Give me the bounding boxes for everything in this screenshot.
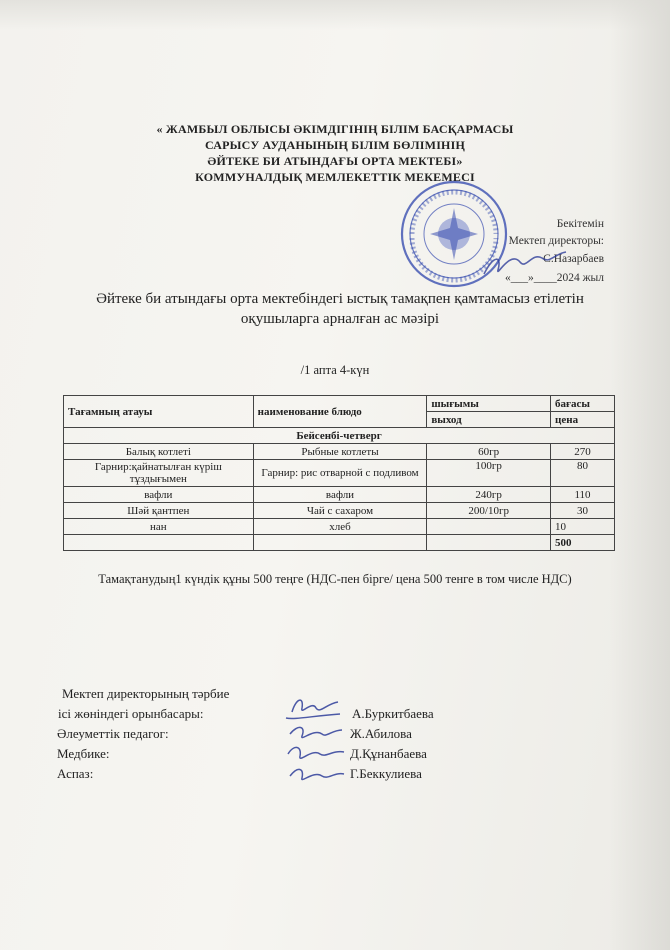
total-row — [64, 535, 615, 551]
approval-name: С.Назарбаев — [543, 253, 604, 265]
director-signature — [480, 244, 570, 284]
dish-kz: нан — [64, 519, 254, 535]
dish-price: 80 — [551, 460, 615, 487]
week-day-label: /1 апта 4-күн — [300, 363, 370, 377]
document-title-line-2: оқушыларга арналған ас мәзірі — [240, 311, 440, 327]
table-row — [64, 503, 615, 519]
table-header-row — [64, 396, 615, 412]
header-output-ru: выход — [427, 412, 551, 428]
header-line-2: САРЫСУ АУДАНЫНЫҢ БІЛІМ БӨЛІМІНІҢ — [204, 138, 465, 152]
table-row — [64, 519, 615, 535]
nurse-name: Д.Құнанбаева — [350, 746, 427, 761]
cook-name: Г.Беккулиева — [350, 766, 422, 781]
social-pedagogue-role: Әлеуметтік педагог: — [57, 726, 169, 741]
dish-ru: Чай с сахаром — [253, 503, 427, 519]
dish-ru: хлеб — [253, 519, 427, 535]
dish-price: 270 — [551, 444, 615, 460]
menu-table — [63, 395, 615, 551]
header-output-kz: шығымы — [427, 396, 551, 412]
approval-title: Бекітемін — [556, 218, 604, 230]
dish-output: 60гр — [427, 444, 551, 460]
deputy-role-line-2: ісі жөніндегі орынбасары: — [58, 706, 204, 721]
dish-output: 200/10гр — [427, 503, 551, 519]
dish-output — [427, 519, 551, 535]
dish-output: 100гр — [427, 460, 551, 487]
total-empty-1 — [64, 535, 254, 551]
dish-kz: Балық котлеті — [64, 444, 254, 460]
header-price-ru: цена — [551, 412, 615, 428]
header-line-3: ӘЙТЕКЕ БИ АТЫНДАҒЫ ОРТА МЕКТЕБІ» — [207, 154, 463, 168]
header-price-kz: бағасы — [551, 396, 615, 412]
dish-ru: Гарнир: рис отварной с подливом — [253, 460, 427, 487]
header-line-4: КОММУНАЛДЫҚ МЕМЛЕКЕТТІК МЕКЕМЕСІ — [195, 170, 475, 184]
page-shadow-top — [0, 0, 670, 30]
header-name-kz: Тағамның атауы — [64, 396, 254, 428]
dish-price: 110 — [551, 487, 615, 503]
dish-kz: Шәй қантпен — [64, 503, 254, 519]
dish-ru: вафли — [253, 487, 427, 503]
dish-ru: Рыбные котлеты — [253, 444, 427, 460]
nurse-role: Медбике: — [57, 746, 110, 761]
total-empty-2 — [253, 535, 427, 551]
header-name-ru: наименование блюдо — [253, 396, 427, 428]
approval-date: «___»____2024 жыл — [504, 272, 604, 284]
day-label: Бейсенбі-четверг — [64, 428, 615, 444]
daily-cost-note: Тамақтанудың1 күндік құны 500 теңге (НДС-пен бірге/ цена 500 тенге в том числе НДС) — [98, 572, 572, 586]
total-value: 500 — [551, 535, 615, 551]
dish-price: 30 — [551, 503, 615, 519]
total-empty-3 — [427, 535, 551, 551]
dish-output: 240гр — [427, 487, 551, 503]
table-row — [64, 460, 615, 487]
header-line-1: « ЖАМБЫЛ ОБЛЫСЫ ӘКІМДІГІНІҢ БІЛІМ БАСҚАРМАСЫ — [156, 122, 514, 136]
document-title-line-1: Әйтеке би атындағы орта мектебіндегі ыстық тамақпен қамтамасыз етілетін — [96, 291, 584, 307]
table-row — [64, 444, 615, 460]
dish-kz: вафли — [64, 487, 254, 503]
dish-kz: Гарнир:қайнатылған күріш тұздығымен — [64, 460, 254, 487]
staff-signatures — [282, 694, 348, 788]
deputy-name: А.Буркитбаева — [352, 706, 434, 721]
social-pedagogue-name: Ж.Абилова — [350, 726, 412, 741]
table-row — [64, 487, 615, 503]
dish-price: 10 — [551, 519, 615, 535]
deputy-role-line-1: Мектеп директорының тәрбие — [62, 686, 230, 701]
approval-position: Мектеп директоры: — [508, 235, 604, 247]
day-row — [64, 428, 615, 444]
cook-role: Аспаз: — [57, 766, 94, 781]
